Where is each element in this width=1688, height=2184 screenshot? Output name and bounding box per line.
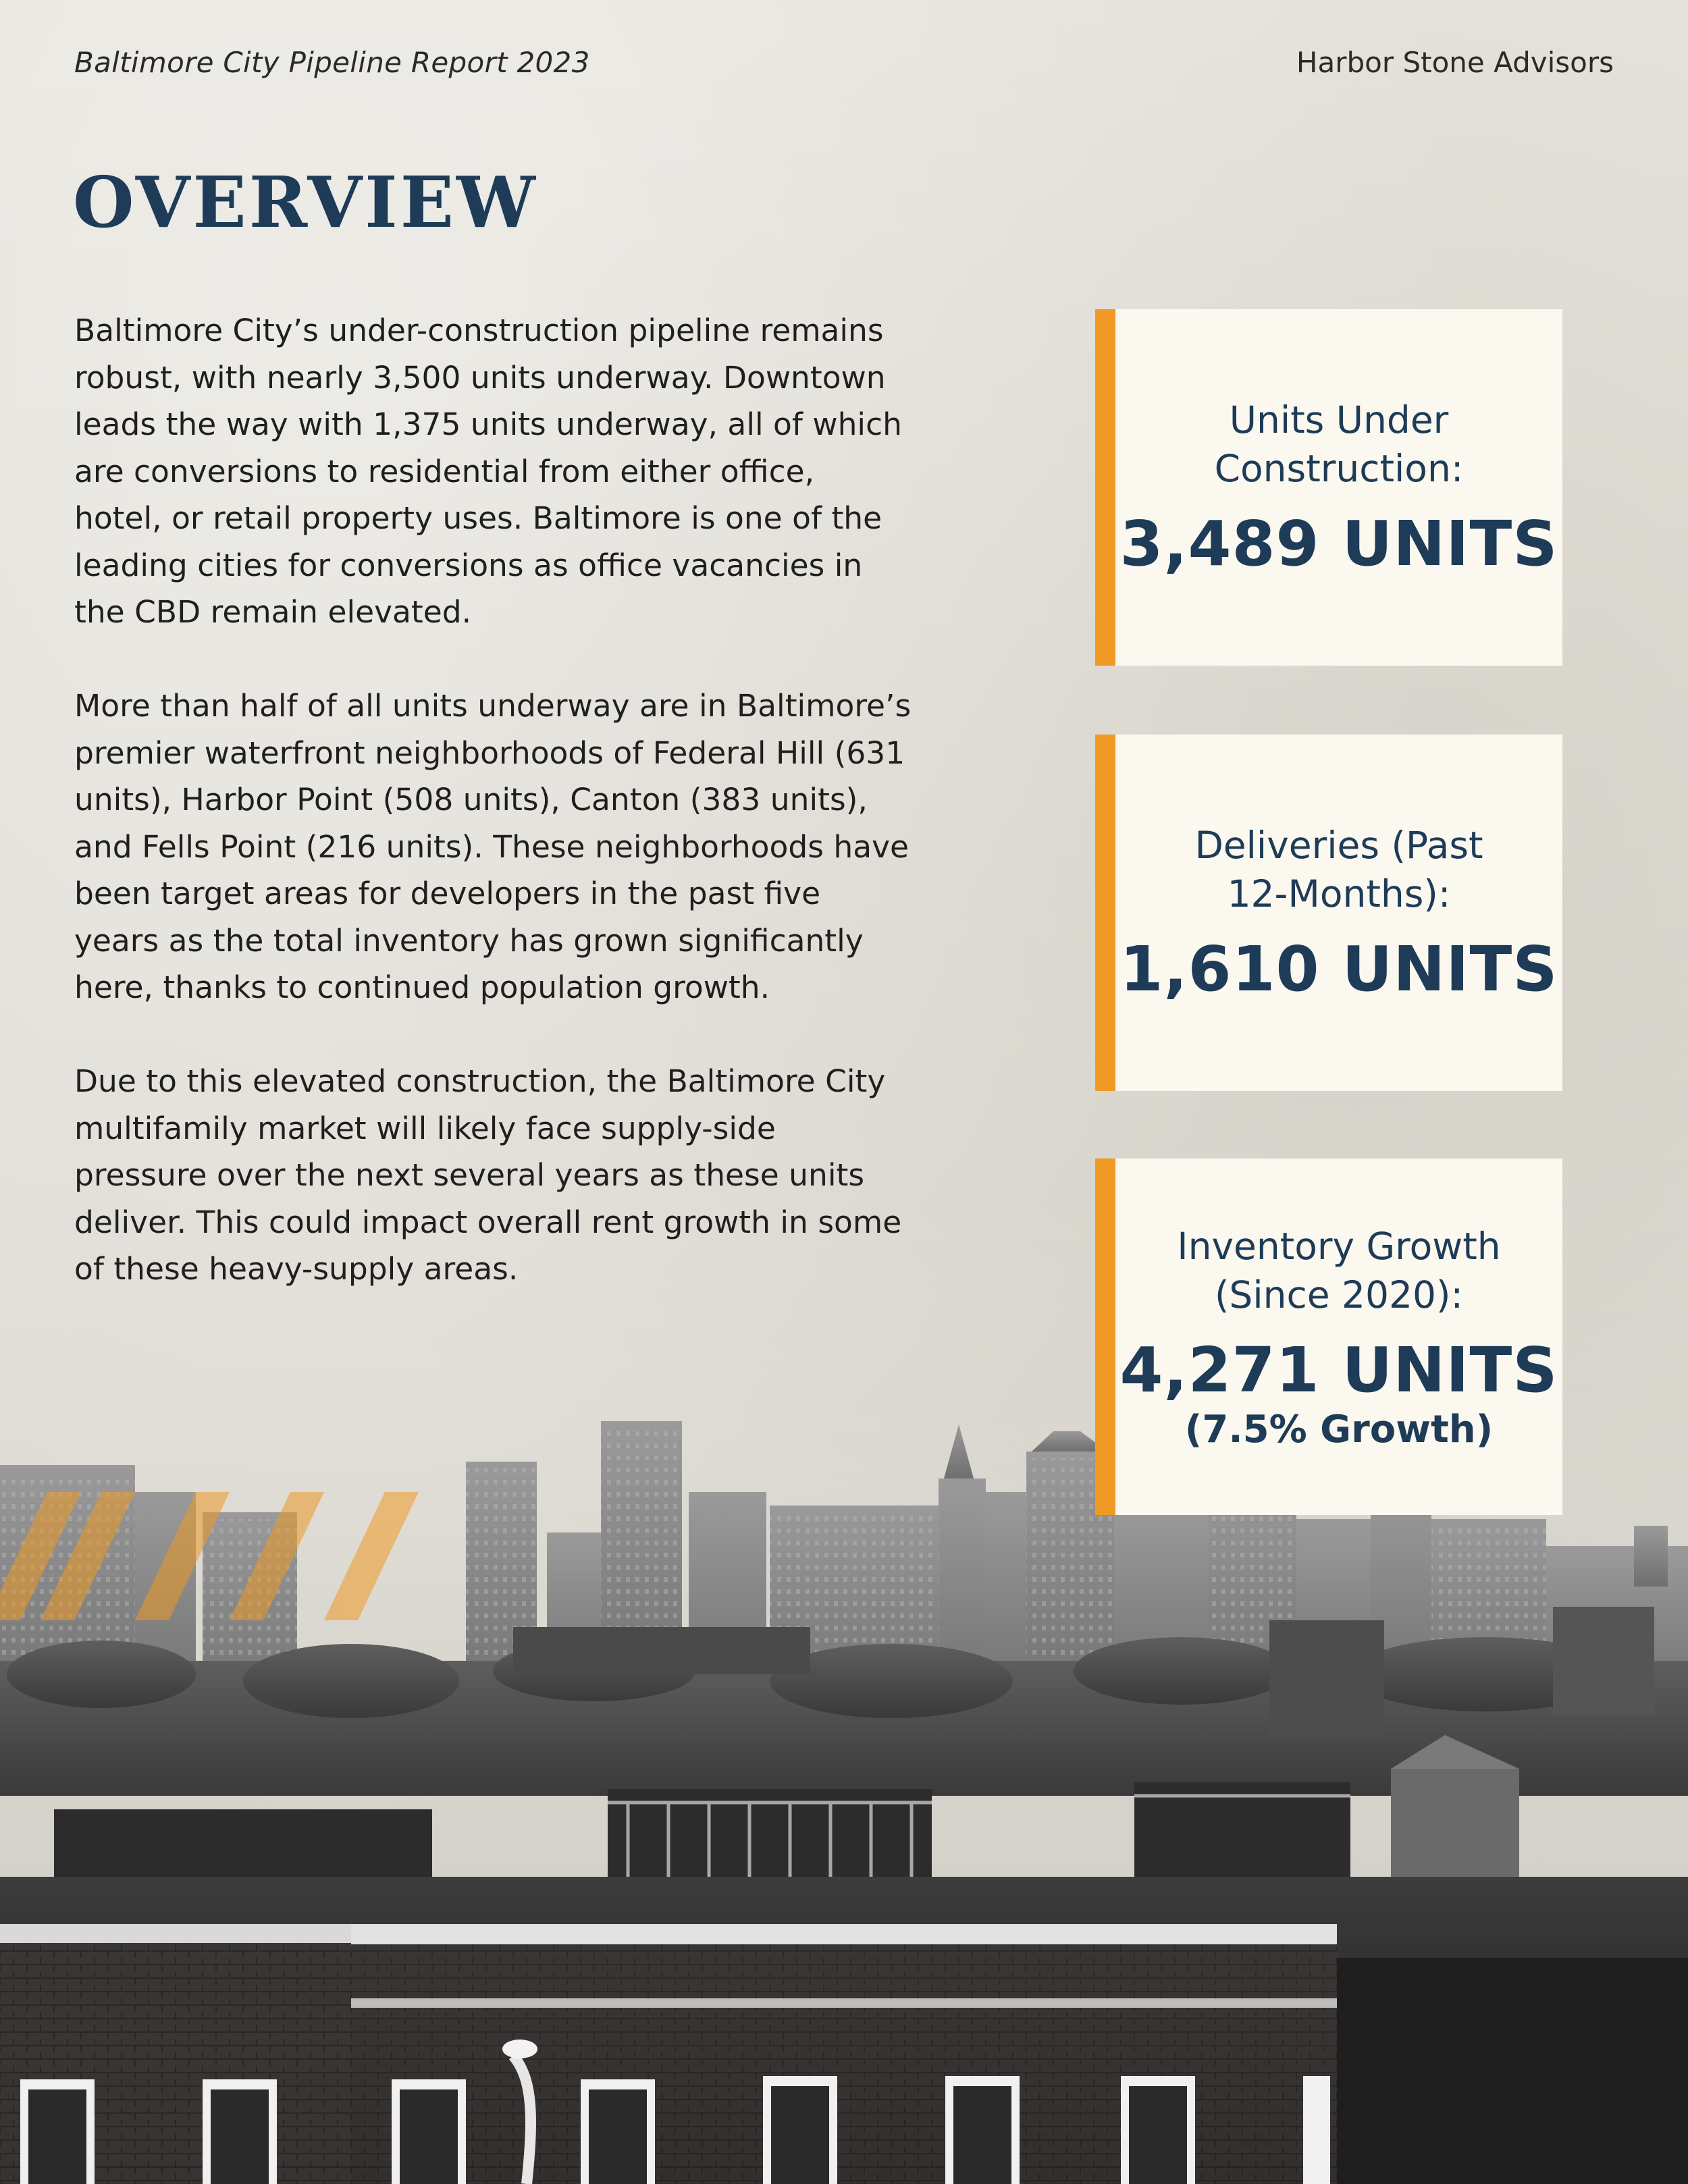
- stat-label-line1: Inventory Growth: [1177, 1225, 1501, 1268]
- paragraph-3: Due to this elevated construction, the Baltimore City multifamily market will likely face supply-side pressure over the next several years as these units deliver. This could impact overall rent growth in some of these heavy-supply areas.: [74, 1063, 902, 1287]
- stat-card-deliveries: [1095, 735, 1562, 1091]
- stat-label-line1: Units Under: [1229, 398, 1449, 442]
- stat-label: [1174, 821, 1503, 918]
- overview-body: [74, 307, 912, 1339]
- stat-label-line2: 12-Months):: [1227, 872, 1451, 915]
- stat-value: 4,271 UNITS: [1119, 1334, 1558, 1406]
- stat-card-under-construction: [1095, 309, 1562, 666]
- stat-label-line2: (Since 2020):: [1214, 1273, 1463, 1316]
- city-skyline-photo: [0, 1404, 1688, 2184]
- company-name: Harbor Stone Advisors: [1296, 46, 1614, 79]
- stat-label: [1194, 396, 1484, 493]
- stat-value: 3,489 UNITS: [1119, 507, 1558, 580]
- stat-label-line2: Construction:: [1214, 446, 1464, 490]
- stat-card-inventory-growth: [1095, 1158, 1562, 1515]
- page-title: OVERVIEW: [73, 161, 538, 244]
- paragraph-2: More than half of all units underway are in Baltimore’s premier waterfront neighborhoods of Federal Hill (631 units), Harbor Point (508 units), Canton (383 units), and Fells Point (216 units). These neighborhoods have been target areas for developers in the past five years as the total inventory has grown significantly here, thanks to continued population growth.: [74, 688, 912, 1005]
- paragraph-1: Baltimore City’s under-construction pipeline remains robust, with nearly 3,500 units underway. Downtown leads the way with 1,375 units underway, all of which are conversions to residential from either office, hotel, or retail property uses. Baltimore is one of the leading cities for conversions as office vacancies in the CBD remain elevated.: [74, 313, 902, 630]
- stat-subvalue: (7.5% Growth): [1184, 1408, 1494, 1451]
- stat-label-line1: Deliveries (Past: [1194, 823, 1483, 867]
- report-title: Baltimore City Pipeline Report 2023: [74, 46, 590, 79]
- stat-value: 1,610 UNITS: [1119, 932, 1558, 1005]
- stat-label: [1157, 1222, 1521, 1319]
